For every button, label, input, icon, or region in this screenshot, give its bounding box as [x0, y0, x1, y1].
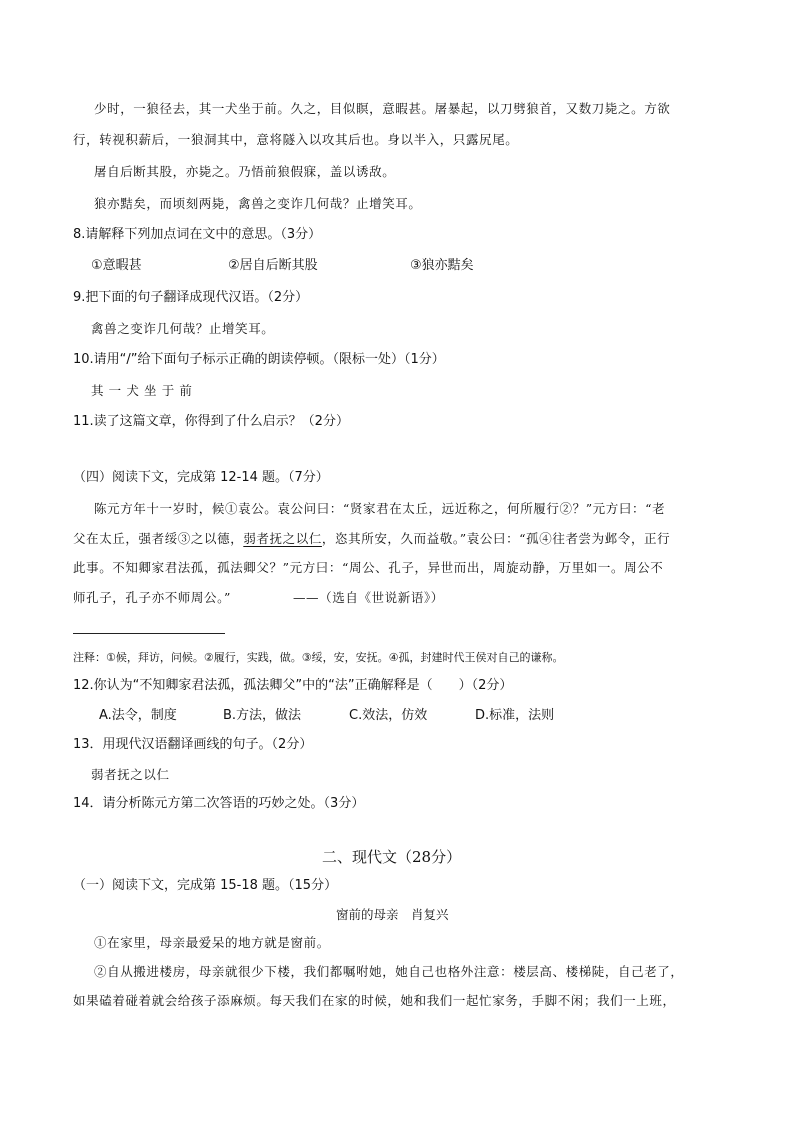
passage-line: 少时，一狼径去，其一犬坐于前。久之，目似瞑，意暇甚。屠暴起，以刀劈狼首，又数刀毙之。方欲 — [94, 101, 671, 116]
footnote-divider — [73, 633, 225, 634]
q12-option-d: D.标准，法则 — [475, 708, 555, 723]
article-title: 窗前的母亲 肖复兴 — [336, 907, 449, 922]
passage-line — [73, 529, 670, 549]
q12-option-c: C.效法，仿效 — [349, 708, 428, 723]
part-2-subheading: （一）阅读下文，完成第 15-18 题。（15分） — [73, 878, 338, 893]
passage-segment: 父在太丘，强者绥③之以德， — [73, 531, 244, 546]
passage-line: 如果磕着碰着就会给孩子添麻烦。每天我们在家的时候，她和我们一起忙家务，手脚不闲；我们一上班， — [73, 993, 676, 1008]
question-14: 14．请分析陈元方第二次答语的巧妙之处。（3分） — [73, 796, 365, 811]
passage-segment: 师孔子，孔子亦不师周公。” — [73, 590, 231, 605]
question-12: 12.你认为“不知卿家君法孤，孤法卿父”中的“法”正确解释是（ ）（2分） — [73, 678, 513, 693]
q9-sentence: 禽兽之变诈几何哉？止增笑耳。 — [91, 321, 275, 336]
passage-line: 此事。不知卿家君法孤，孤法卿父？”元方曰：“周公、孔子，异世而出，周旋动静，万里如一。周公不 — [73, 560, 664, 575]
q8-option-3: ③狼亦黠矣 — [410, 258, 474, 273]
passage-line: 屠自后断其股，亦毙之。乃悟前狼假寐，盖以诱敌。 — [94, 164, 396, 179]
footnote: 注释：①候，拜访，问候。②履行，实践，做。③绥，安，安抚。④孤，封建时代王侯对自己的谦称。 — [73, 651, 564, 664]
passage-segment: ，恣其所安，久而益敬。”袁公曰：“孤④往者尝为邺令，正行 — [321, 531, 671, 546]
passage-line — [73, 588, 444, 608]
source-citation: ——（选自《世说新语》） — [292, 590, 444, 605]
passage-line: ②自从搬进楼房，母亲就很少下楼，我们都嘱咐她，她自己也格外注意：楼层高、楼梯陡，自己老了， — [94, 964, 684, 979]
question-13: 13．用现代汉语翻译画线的句子。（2分） — [73, 737, 313, 752]
q13-sentence: 弱者抚之以仁 — [91, 767, 170, 782]
question-8: 8.请解释下列加点词在文中的意思。（3分） — [73, 227, 322, 242]
underlined-sentence: 弱者抚之以仁 — [243, 531, 322, 546]
question-10: 10.请用“/”给下面句子标示正确的朗读停顿。（限标一处）（1分） — [73, 352, 445, 367]
part-2-heading: 二、现代文（28分） — [322, 848, 462, 866]
passage-line: 狼亦黠矣，而顷刻两毙，禽兽之变诈几何哉？止增笑耳。 — [94, 196, 422, 211]
passage-line: 陈元方年十一岁时，候①袁公。袁公问曰：“贤家君在太丘，远近称之，何所履行②？”元方曰：“老 — [94, 501, 666, 516]
q12-option-b: B.方法，做法 — [223, 708, 302, 723]
q10-sentence: 其 一 犬 坐 于 前 — [91, 383, 193, 398]
passage-line: ①在家里，母亲最爱呆的地方就是窗前。 — [94, 935, 330, 950]
question-9: 9.把下面的句子翻译成现代汉语。（2分） — [73, 290, 309, 305]
passage-line: 行，转视积薪后，一狼洞其中，意将隧入以攻其后也。身以半入，只露尻尾。 — [73, 132, 519, 147]
question-11: 11.读了这篇文章，你得到了什么启示？（2分） — [73, 414, 349, 429]
q12-option-a: A.法令，制度 — [99, 708, 177, 723]
q8-option-1: ①意暇甚 — [91, 258, 142, 273]
section-4-heading: （四）阅读下文，完成第 12-14 题。（7分） — [73, 470, 329, 485]
q8-option-2: ②居自后断其股 — [228, 258, 318, 273]
